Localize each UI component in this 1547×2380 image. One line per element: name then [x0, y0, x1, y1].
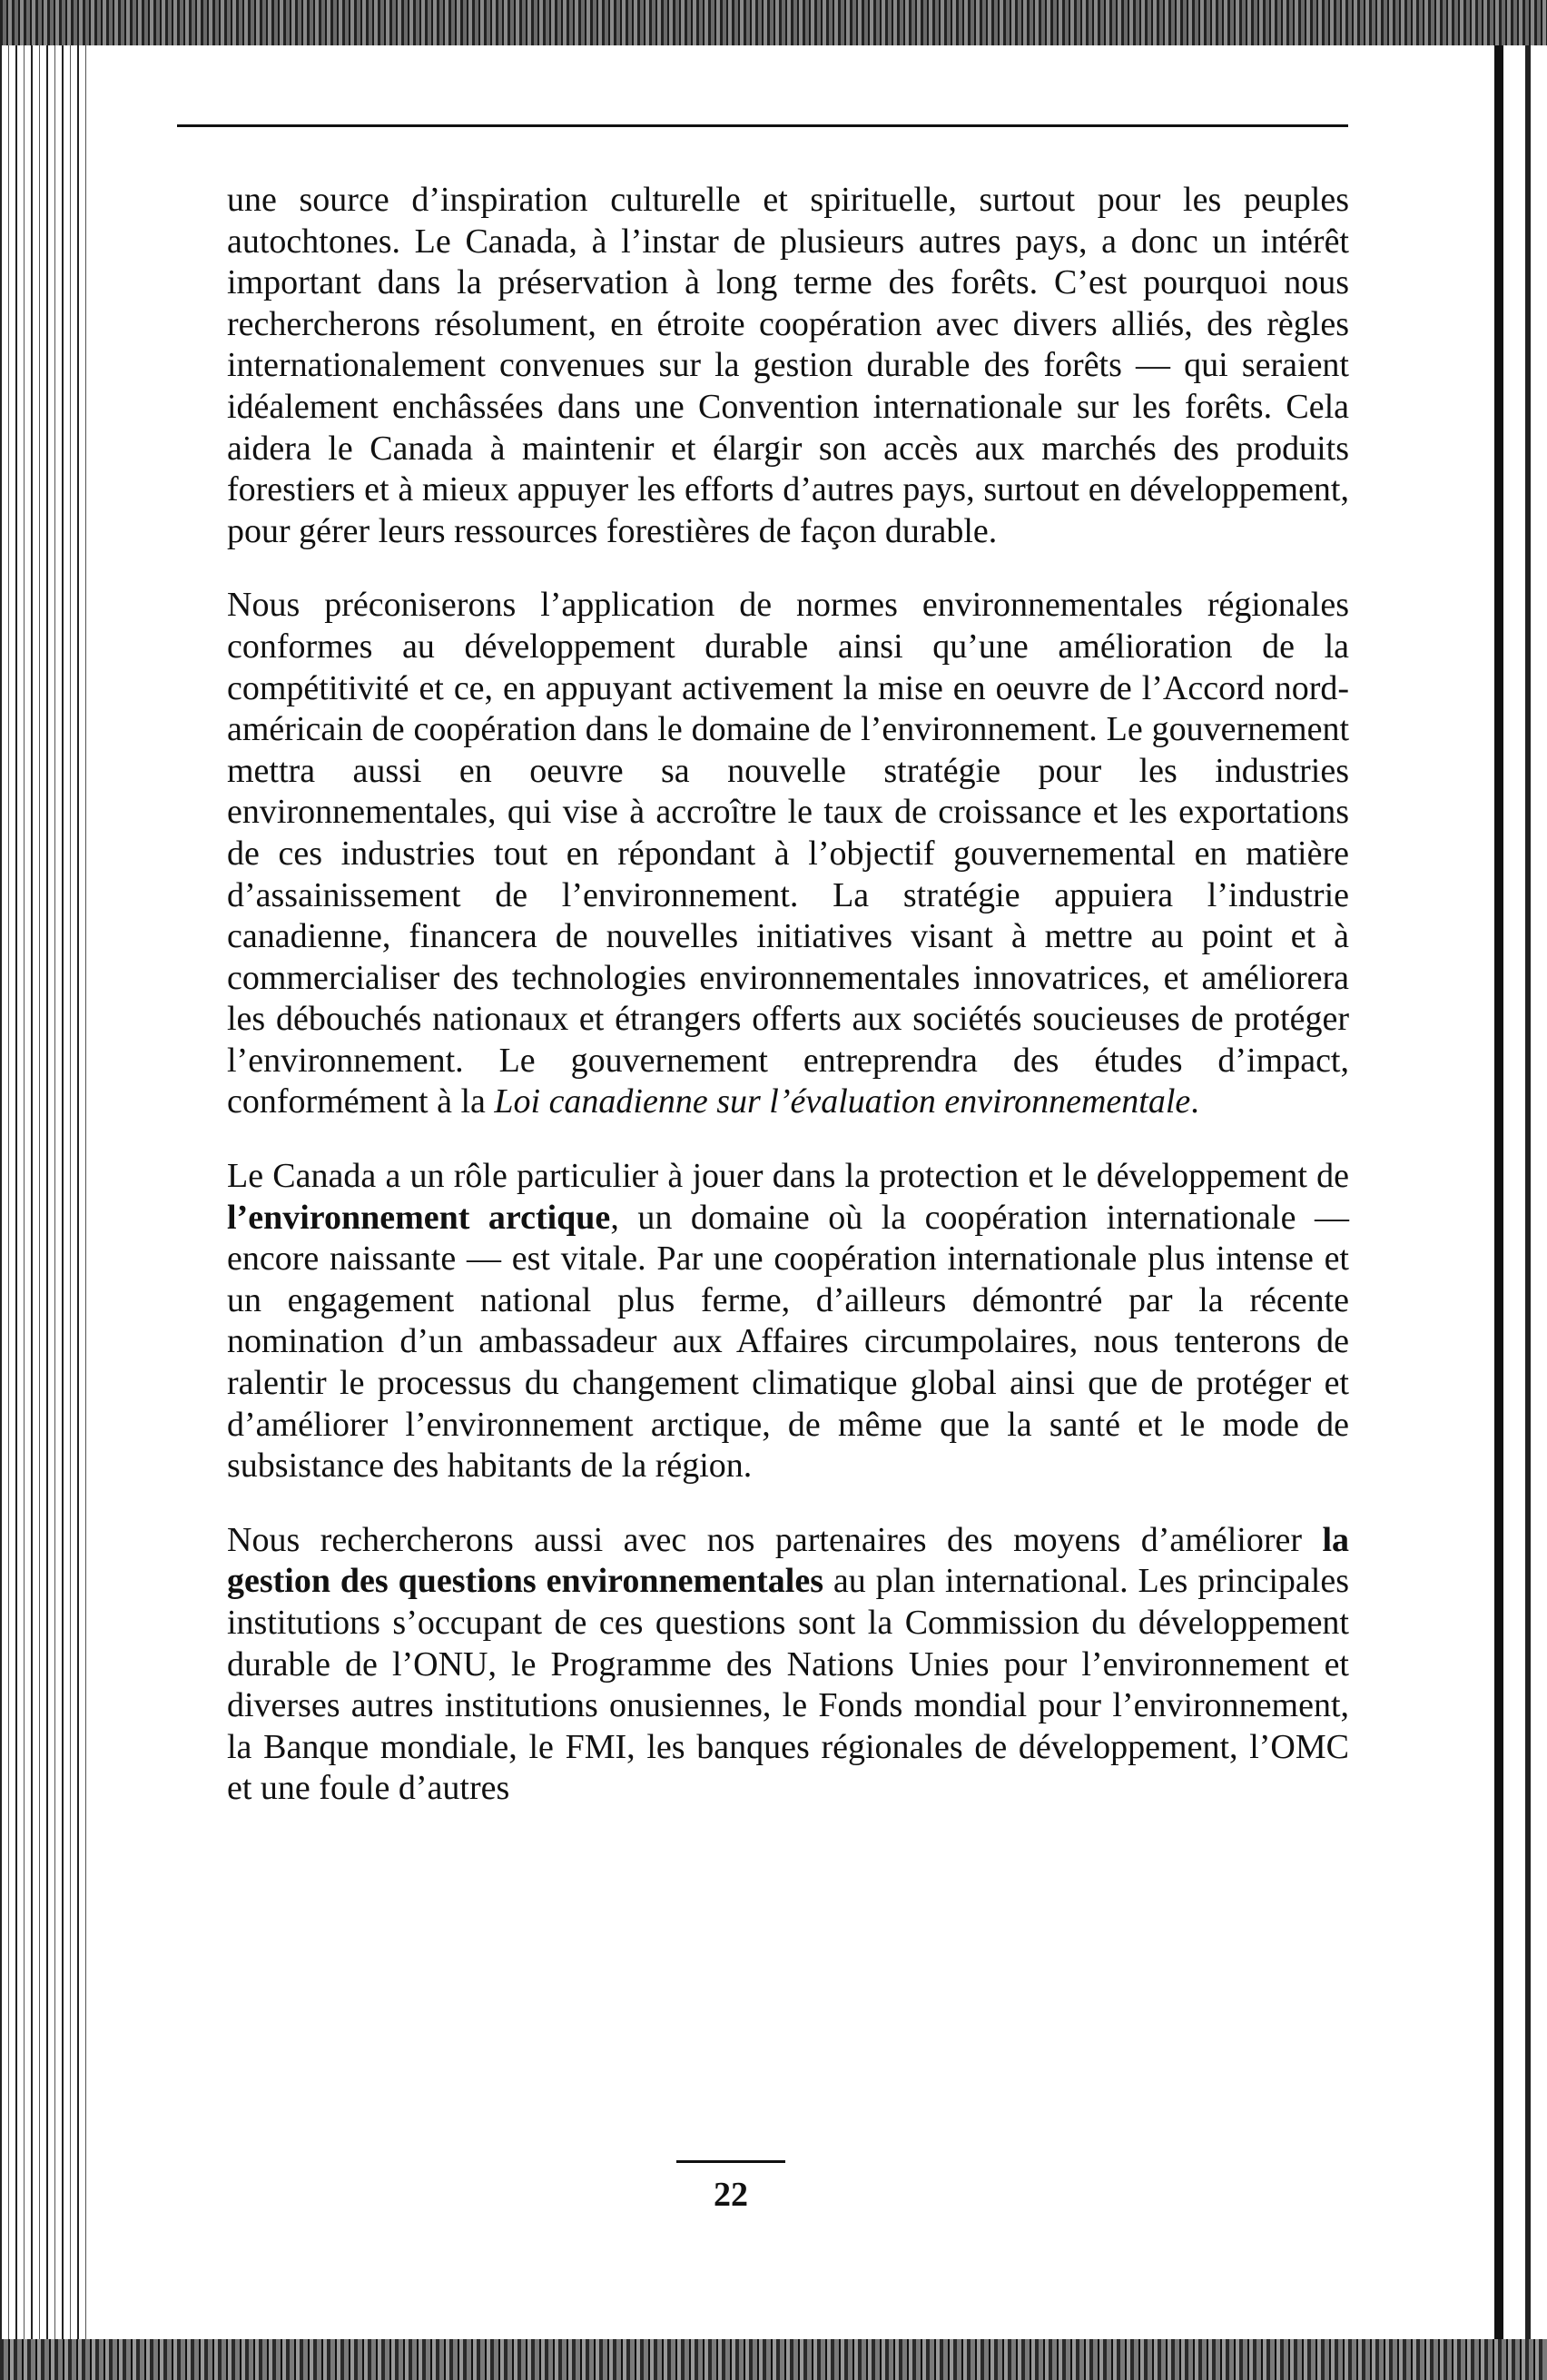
book-page-edges-right — [1483, 45, 1547, 2339]
paragraph — [227, 1520, 1349, 1810]
bold-term: la gestion des questions environnementales — [227, 1520, 1349, 1601]
text-run: Nous rechercherons aussi avec nos partenaires des moyens d’améliorer — [227, 1520, 1323, 1559]
book-page-edges-left — [0, 45, 86, 2339]
paragraph — [227, 1156, 1349, 1487]
text-run: . — [1190, 1082, 1199, 1121]
text-run: Nous préconiserons l’application de normes environnementales régionales conformes au développement durable ainsi qu’une amélioration de la compétitivité et ce, en appuyant activement la mise en oeuvre de l’Accord nord-américain de coopération dans le domaine de l’environnement. Le gouvernement mettra aussi en oeuvre sa nouvelle stratégie pour les industries environnementales, qui vise à accroître le taux de croissance et les exportations de ces industries tout en répondant à l’objectif gouvernemental en matière d’assainissement de l’environnement. La stratégie appuiera l’industrie canadienne, financera de nouvelles initiatives visant à mettre au point et à commercialiser des technologies environnementales innovatrices, et améliorera les débouchés nationaux et étrangers offerts aux sociétés soucieuses de protéger l’environnement. Le gouvernement entreprendra des études d’impact, conformément à la — [227, 586, 1349, 1121]
header-rule — [177, 124, 1348, 127]
text-run: , un domaine où la coopération internationale — encore naissante — est vitale. Par une coopération internationale plus intense et un engagement national plus ferme, d’ailleurs démontré par la récente nomination d’un ambassadeur aux Affaires circumpolaires, nous tenterons de ralentir le processus du changement climatique global ainsi que de protéger et d’améliorer l’environnement arctique, de même que la santé et le mode de subsistance des habitants de la région. — [227, 1198, 1349, 1486]
body-text — [227, 180, 1349, 1842]
text-run: Le Canada a un rôle particulier à jouer dans la protection et le développement de — [227, 1157, 1349, 1196]
scan-border-bottom — [0, 2339, 1547, 2380]
scan-border-top — [0, 0, 1547, 45]
footer-rule — [676, 2160, 785, 2163]
text-run: au plan international. Les principales institutions s’occupant de ces questions sont la Commission du développement durable de l’ONU, le Programme des Nations Unies pour l’environnement et diverses autres institutions onusiennes, le Fonds mondial pour l’environnement, la Banque mondiale, le FMI, les banques régionales de développement, l’OMC et une foule d’autres — [227, 1562, 1349, 1808]
paragraph — [227, 585, 1349, 1123]
text-run: une source d’inspiration culturelle et spirituelle, surtout pour les peuples autochtones. Le Canada, à l’instar de plusieurs autres pays, a donc un intérêt important dans la préservation à long terme des forêts. C’est pourquoi nous rechercherons résolument, en étroite coopération avec divers alliés, des règles internationalement convenues sur la gestion durable des forêts — qui seraient idéalement enchâssées dans une Convention internationale sur les forêts. Cela aidera le Canada à maintenir et élargir son accès aux marchés des produits forestiers et à mieux appuyer les efforts d’autres pays, surtout en développement, pour gérer leurs ressources forestières de façon durable. — [227, 181, 1349, 550]
page-number: 22 — [714, 2176, 748, 2214]
bold-term: l’environnement arctique — [227, 1198, 611, 1237]
paragraph — [227, 180, 1349, 552]
law-title-italic: Loi canadienne sur l’évaluation environnementale — [494, 1082, 1191, 1121]
